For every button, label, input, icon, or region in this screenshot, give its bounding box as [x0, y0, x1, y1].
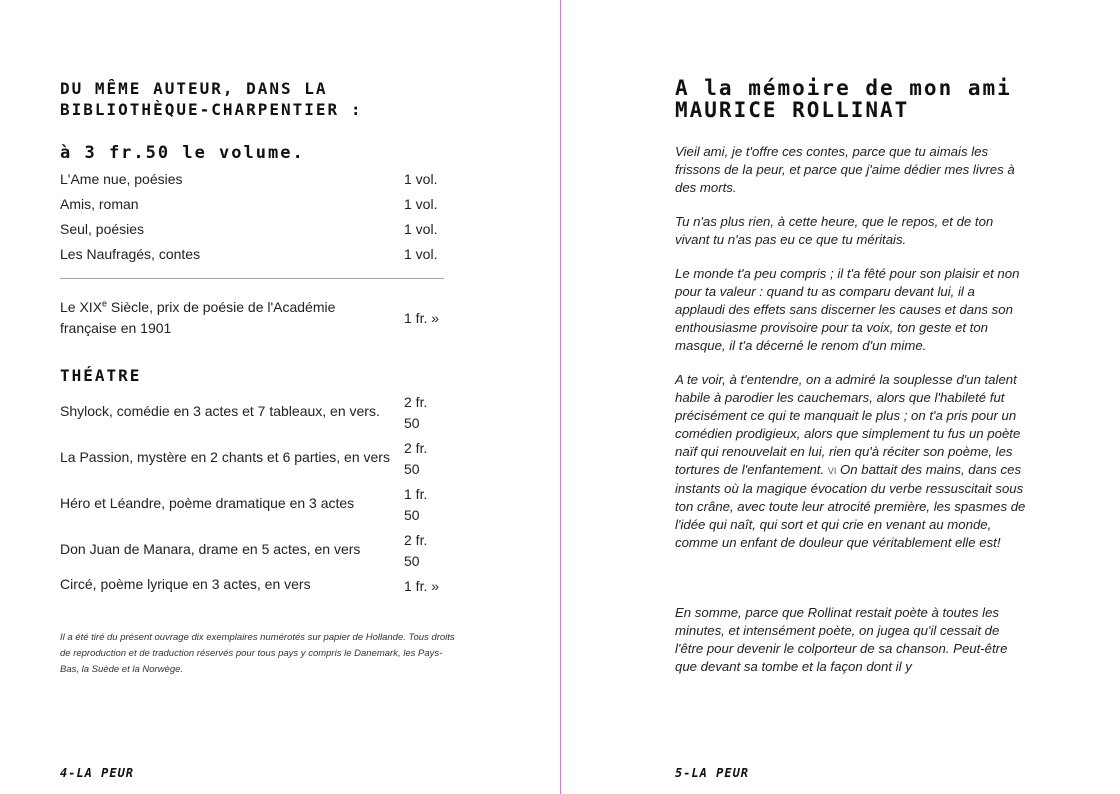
work-row [60, 196, 444, 212]
work-price: 1 vol. [404, 196, 438, 212]
library-heading: DU MÊME AUTEUR, DANS LA BIBLIOTHÈQUE-CHARPENTIER : [60, 79, 363, 119]
work-row [60, 221, 444, 237]
theatre-price: 2 fr. 50 [404, 532, 428, 569]
dedication-paragraph: A te voir, à t'entendre, on a admiré la souplesse d'un talent habile à parodier les cauchemars, alors que l'habileté fut précisément ce qui te manquait le plus ; on t'a pris pour un comédien prodigieux, alors que simplement tu fus un poète naïf qui renouvelait en lui, rien qu'à réciter son poème, les tortures de l'enfantement. VI On battait des mains, dans ces instants où la magique évocation du verbe ressuscitait sous ton crâne, avec toute leur atrocité première, les spasmes de l'idée qui naît, qui sort et qui crie en venant au monde, comme un enfant de douleur que véritablement elle est! [675, 372, 1026, 550]
theatre-heading: THÉATRE [60, 366, 142, 385]
work-price: 1 vol. [404, 171, 438, 187]
prize-work-row [60, 297, 444, 339]
page-footer-left: 4-LA PEUR [60, 766, 135, 780]
dedication-heading [675, 77, 1095, 121]
dedication-line-2: MAURICE ROLLINAT [675, 98, 910, 122]
theatre-title: Héro et Léandre, poème dramatique en 3 actes [60, 495, 355, 511]
work-title: L'Ame nue, poésies [60, 171, 183, 187]
theatre-price: 2 fr. 50 [404, 394, 428, 431]
dedication-paragraph: En somme, parce que Rollinat restait poète à toutes les minutes, et intensément poète, on jugea qu'il cessait de l'être pour devenir le colporteur de sa chanson. Peut-être que devant sa tombe et la façon dont il y [675, 605, 1008, 674]
dedication-paragraph: Vieil ami, je t'offre ces contes, parce que tu aimais les frissons de la peur, et parce que j'aime dédier mes livres à des morts. [675, 144, 1015, 195]
work-title: Les Naufragés, contes [60, 246, 201, 262]
page-footer-right: 5-LA PEUR [675, 766, 750, 780]
theatre-title: Don Juan de Manara, drame en 5 actes, en vers [60, 541, 361, 557]
theatre-title: Circé, poème lyrique en 3 actes, en vers [60, 576, 311, 592]
price-heading: à 3 fr.50 le volume. [60, 143, 305, 163]
theatre-price: 2 fr. 50 [404, 440, 428, 477]
work-row [60, 246, 444, 262]
theatre-title: La Passion, mystère en 2 chants et 6 parties, en vers [60, 449, 390, 465]
prize-work-price: 1 fr. » [404, 310, 440, 326]
work-price: 1 vol. [404, 246, 438, 262]
separator-rule [60, 278, 444, 279]
dedication-paragraph: Tu n'as plus rien, à cette heure, que le repos, et de ton vivant tu n'as pas eu ce que tu méritais. [675, 214, 994, 247]
work-price: 1 vol. [404, 221, 438, 237]
theatre-price: 1 fr. » [404, 578, 440, 594]
work-row [60, 171, 444, 187]
prize-work-title: Le XIXe Siècle, prix de poésie de l'Académie française en 1901 [60, 298, 336, 336]
theatre-title: Shylock, comédie en 3 actes et 7 tableaux, en vers. [60, 403, 380, 419]
margin-marker: VI [827, 466, 837, 476]
work-title: Amis, roman [60, 196, 139, 212]
theatre-row [60, 530, 444, 572]
work-title: Seul, poésies [60, 221, 145, 237]
edition-footnote: Il a été tiré du présent ouvrage dix exemplaires numérotés sur papier de Hollande. Tous droits de reproduction et de traduction réservés pour tous pays y compris le Danemark, les Pays-Bas, la Suède et la Norwège. [60, 632, 455, 675]
theatre-row [60, 576, 444, 597]
theatre-row [60, 392, 444, 434]
dedication-paragraph: Le monde t'a peu compris ; il t'a fêté pour son plaisir et non pour ta valeur : quand tu as comparu devant lui, il a applaudi des effets sans discerner les causes et dans son enthousiasme provisoire pour ta voix, ton geste et ton masque, il t'a décerné le renom d'un mime. [675, 266, 1020, 353]
dedication-line-1: A la mémoire de mon ami [675, 76, 1012, 100]
right-page [561, 0, 1120, 794]
theatre-row [60, 438, 444, 480]
theatre-row [60, 484, 444, 526]
theatre-price: 1 fr. 50 [404, 486, 428, 523]
